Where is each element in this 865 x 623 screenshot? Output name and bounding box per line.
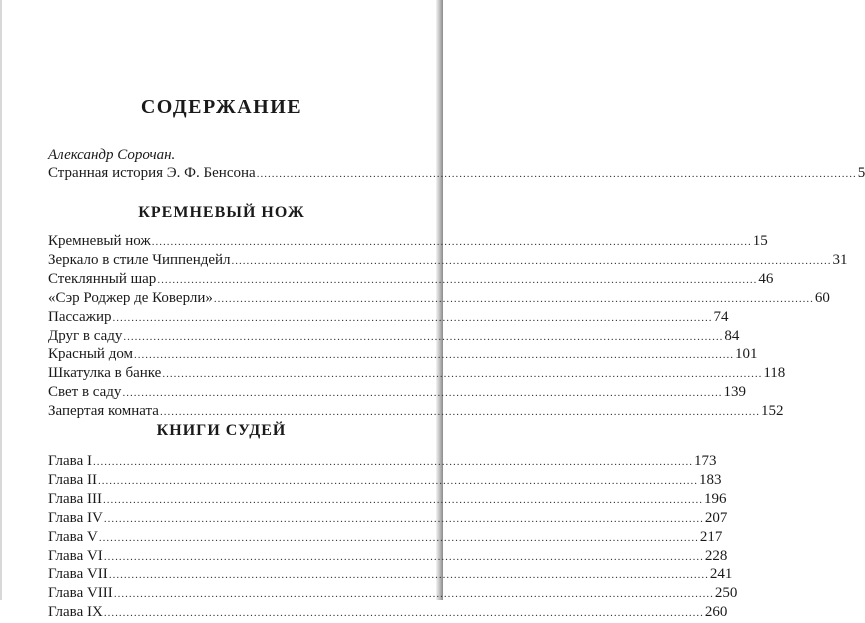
dot-leader: ................................................................................................................................................................: [102, 493, 703, 506]
toc-entry: [48, 403, 784, 422]
intro-author: Александр Сорочан.: [48, 147, 176, 163]
toc-entry-title: Зеркало в стиле Чиппендейл: [48, 251, 231, 268]
toc-entry-page-number: 84: [724, 327, 740, 344]
toc-entry-title: Друг в саду: [48, 327, 123, 344]
toc-entry-page-number: 196: [703, 490, 727, 507]
toc-entry-page-number: 118: [763, 365, 786, 382]
dot-leader: ................................................................................................................................................................: [231, 254, 832, 267]
toc-entry-page-number: 207: [704, 509, 728, 526]
toc-entry-page-number: 173: [693, 453, 717, 469]
books-of-judges-toc-list: [48, 453, 738, 623]
toc-entry: [48, 327, 740, 347]
toc-entry-title: «Сэр Роджер де Коверли»: [48, 289, 213, 306]
toc-entry-title: Глава I: [48, 453, 92, 469]
toc-entry-title: Глава VI: [48, 547, 103, 564]
page-edge-left: [0, 0, 2, 600]
toc-entry: [48, 251, 848, 271]
toc-entry: [48, 233, 768, 252]
toc-entry: [48, 490, 727, 510]
toc-entry: [48, 509, 728, 529]
toc-entry-title: Глава IX: [48, 604, 103, 621]
toc-entry-title: Глава V: [48, 528, 98, 545]
toc-entry-title: Свет в саду: [48, 384, 122, 401]
toc-entry-page-number: 228: [704, 547, 728, 564]
intro-toc-list: [48, 165, 865, 184]
toc-entry-title: Глава VIII: [48, 585, 113, 602]
dot-leader: ................................................................................................................................................................: [213, 292, 814, 305]
dot-leader: ................................................................................................................................................................: [256, 168, 857, 180]
dot-leader: ................................................................................................................................................................: [112, 311, 713, 324]
section-title-flint-knife: КРЕМНЕВЫЙ НОЖ: [138, 204, 305, 221]
toc-entry: [48, 165, 865, 184]
dot-leader: ................................................................................................................................................................: [92, 456, 693, 468]
toc-entry-title: Глава VII: [48, 566, 108, 583]
toc-entry: [48, 604, 728, 623]
toc-entry-page-number: 31: [832, 251, 848, 268]
toc-entry-title: Странная история Э. Ф. Бенсона: [48, 165, 256, 181]
flint-knife-toc-list: [48, 233, 848, 422]
toc-entry: [48, 547, 728, 567]
toc-entry-title: Глава III: [48, 490, 102, 507]
toc-entry-page-number: 250: [714, 585, 738, 602]
toc-entry: [48, 471, 722, 491]
dot-leader: ................................................................................................................................................................: [103, 512, 704, 525]
dot-leader: ................................................................................................................................................................: [103, 607, 704, 620]
toc-entry: [48, 585, 738, 604]
toc-entry-page-number: 60: [814, 289, 830, 306]
toc-entry-page-number: 46: [758, 270, 774, 287]
toc-entry-title: Глава II: [48, 471, 97, 488]
toc-entry-title: Глава IV: [48, 509, 103, 526]
toc-entry-page-number: 74: [713, 308, 729, 325]
toc-entry: [48, 566, 733, 585]
dot-leader: ................................................................................................................................................................: [98, 531, 699, 544]
toc-entry: [48, 308, 729, 328]
toc-entry-page-number: 5: [857, 165, 865, 181]
dot-leader: ................................................................................................................................................................: [113, 588, 714, 601]
toc-entry-page-number: 183: [698, 471, 722, 488]
section-title-books-of-judges: КНИГИ СУДЕЙ: [156, 422, 287, 439]
dot-leader: ................................................................................................................................................................: [122, 387, 723, 400]
dot-leader: ................................................................................................................................................................: [97, 474, 698, 487]
toc-entry-title: Пассажир: [48, 308, 112, 325]
contents-heading: СОДЕРЖАНИЕ: [140, 96, 303, 118]
toc-entry: [48, 270, 774, 290]
toc-entry: [48, 453, 717, 472]
toc-entry-page-number: 139: [723, 384, 746, 401]
toc-entry-page-number: 15: [752, 233, 768, 249]
dot-leader: ................................................................................................................................................................: [162, 368, 763, 381]
toc-entry-title: Красный дом: [48, 346, 134, 363]
toc-entry-title: Запертая комната: [48, 403, 159, 420]
toc-entry-title: Кремневый нож: [48, 233, 151, 249]
dot-leader: ................................................................................................................................................................: [108, 569, 709, 582]
toc-entry-page-number: 101: [735, 346, 758, 363]
toc-entry: [48, 289, 830, 309]
dot-leader: ................................................................................................................................................................: [123, 330, 724, 343]
toc-entry: [48, 346, 758, 365]
toc-entry-page-number: 217: [699, 528, 723, 545]
dot-leader: ................................................................................................................................................................: [157, 273, 758, 286]
dot-leader: ................................................................................................................................................................: [134, 349, 735, 362]
dot-leader: ................................................................................................................................................................: [151, 236, 752, 248]
toc-entry: [48, 365, 786, 384]
toc-entry-title: Шкатулка в банке: [48, 365, 162, 382]
dot-leader: ................................................................................................................................................................: [159, 406, 760, 419]
toc-entry-title: Стеклянный шар: [48, 270, 157, 287]
toc-entry-page-number: 241: [709, 566, 733, 583]
toc-entry: [48, 384, 746, 403]
toc-entry-page-number: 260: [704, 604, 728, 621]
dot-leader: ................................................................................................................................................................: [103, 550, 704, 563]
toc-entry-page-number: 152: [760, 403, 784, 420]
toc-entry: [48, 528, 723, 548]
